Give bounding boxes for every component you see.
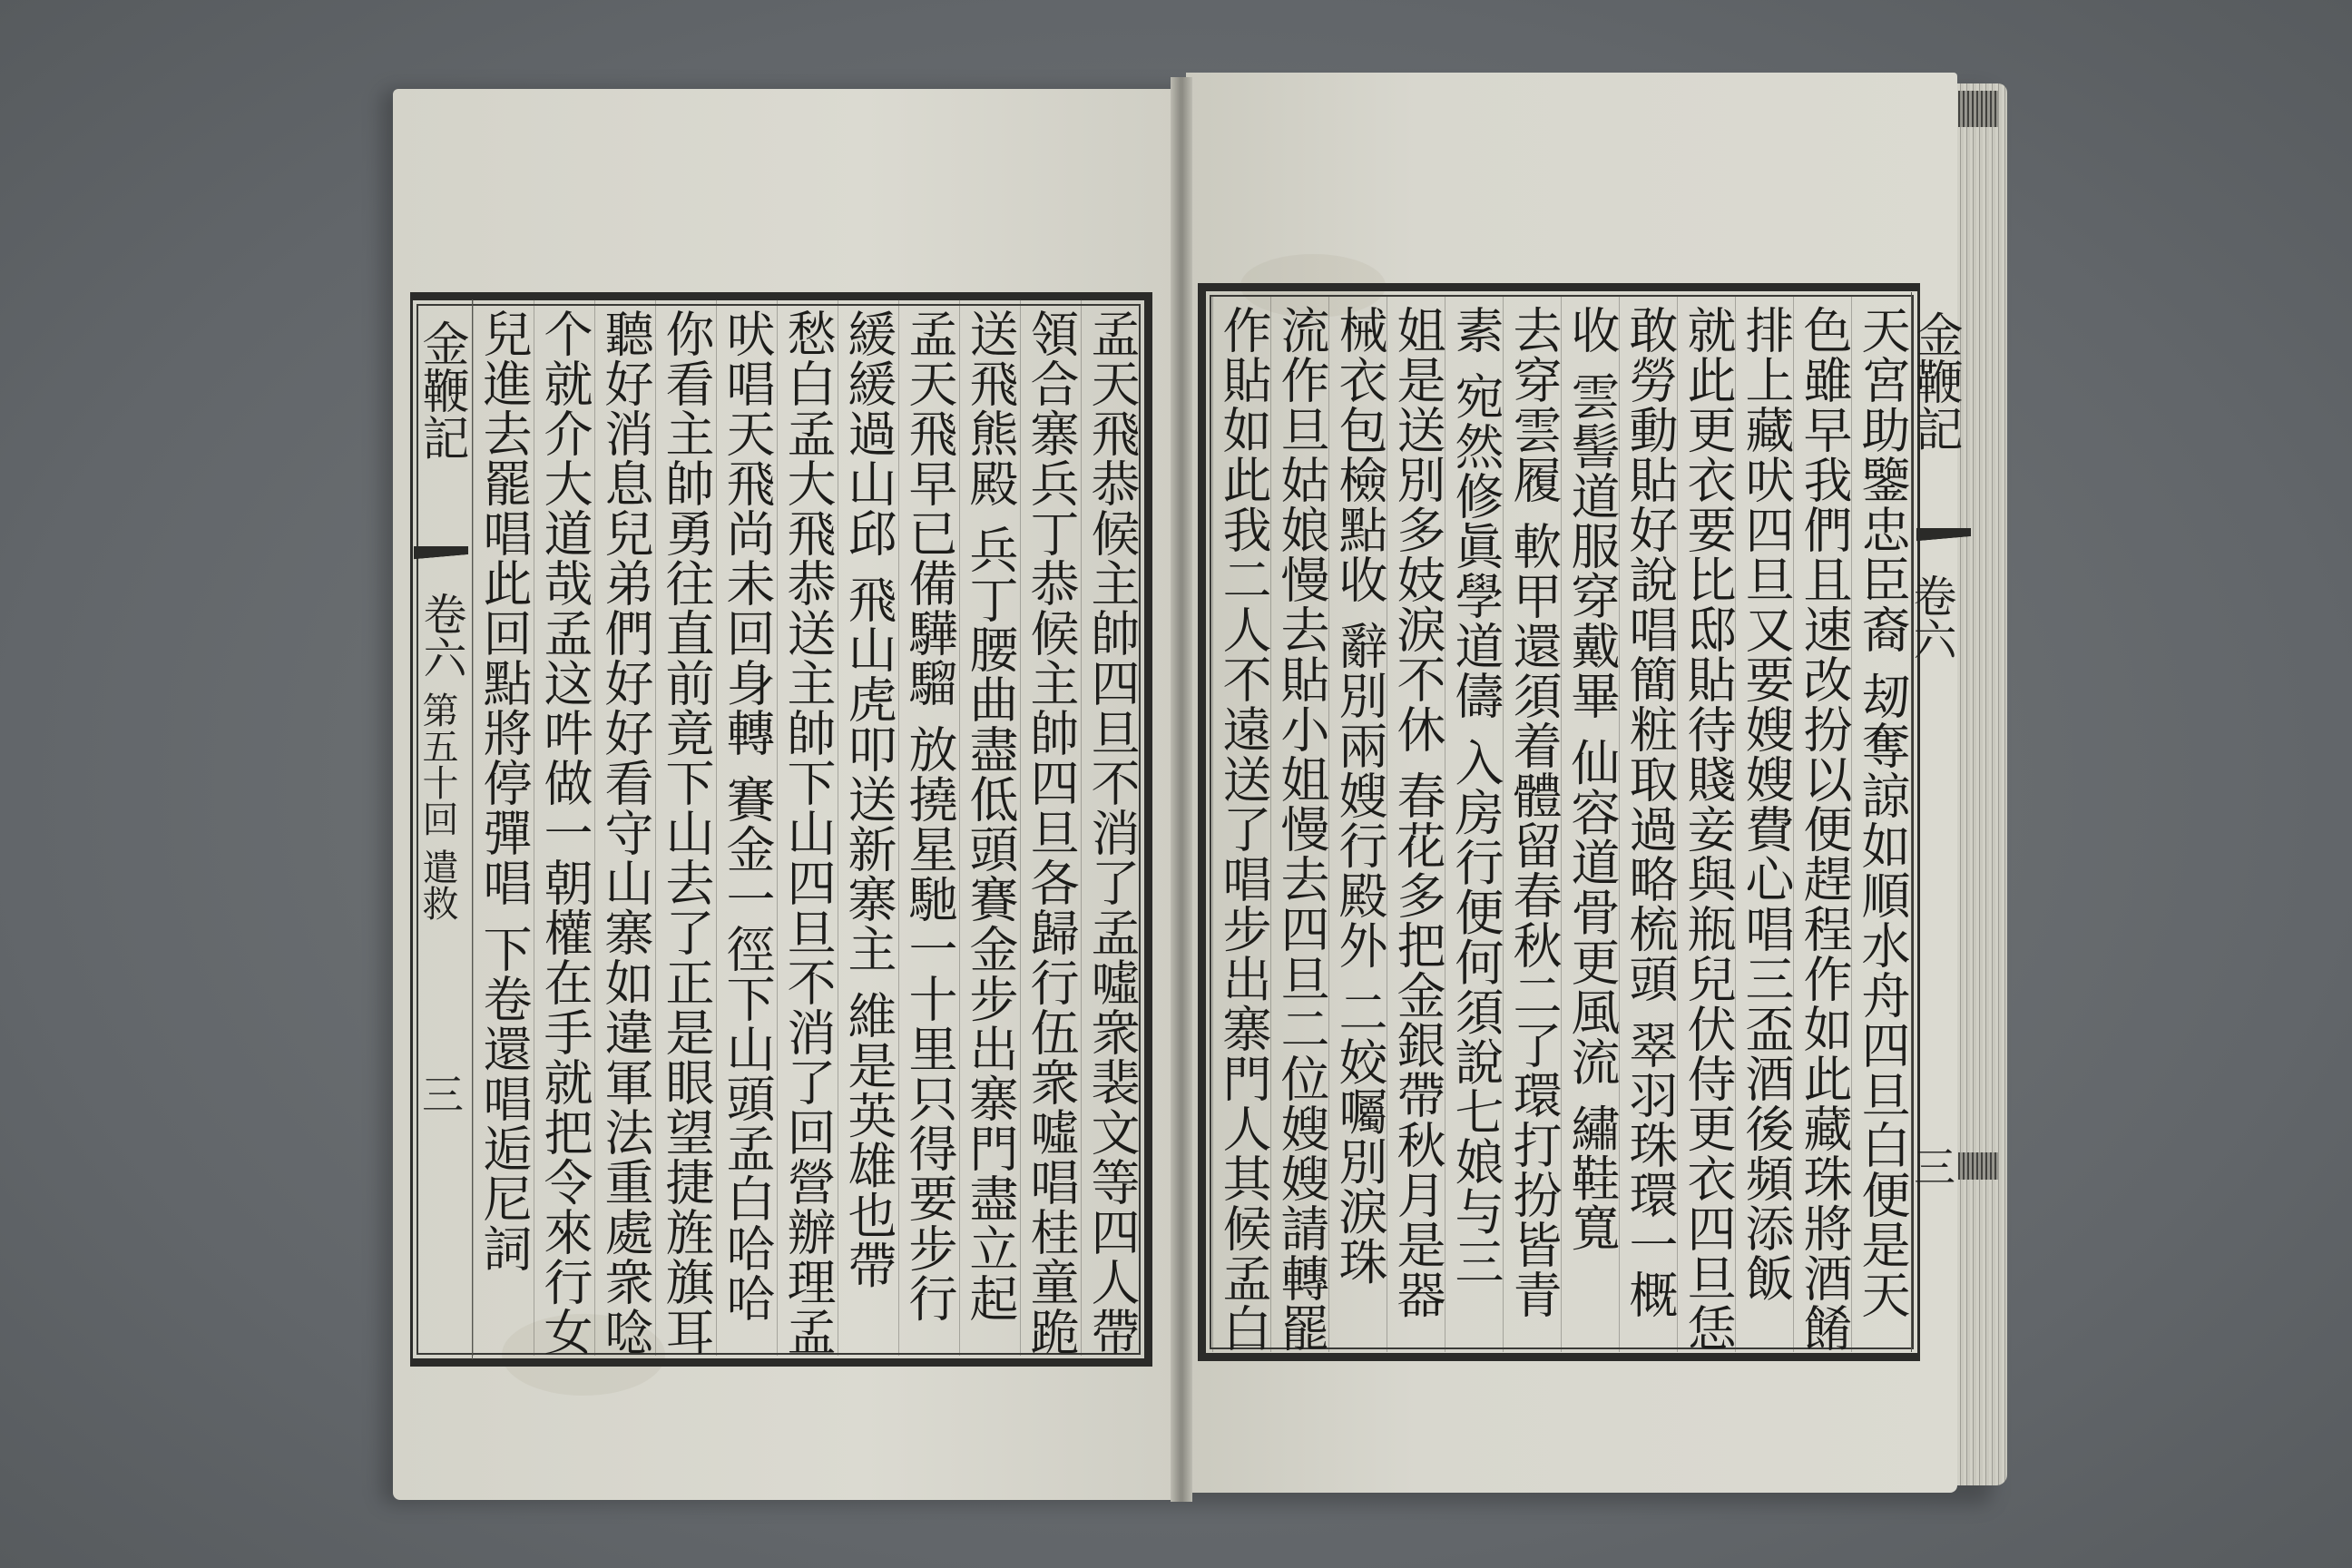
volume-label: 卷六 <box>1906 573 1956 661</box>
column-rule <box>1020 299 1021 1356</box>
text-column: 械衣包檢點收 辭別兩嫂行殿外 二姣囑別淚珠 <box>1331 305 1388 1287</box>
text-column: 天宮助鑒忠臣裔 刼奪諒如順水舟四旦白便是天 <box>1854 305 1911 1320</box>
column-rule <box>777 299 778 1356</box>
text-column: 个就介大道哉孟这吽做一朝權在手就把令來行女 <box>536 309 593 1357</box>
fishtail-mark <box>1916 528 1971 552</box>
left-banxin <box>414 292 468 1367</box>
text-column: 領合寨兵丁恭候主帥四旦各歸行伍衆噓唱桂童跪 <box>1023 309 1080 1357</box>
edge-ink-mark <box>1958 1152 1998 1180</box>
right-banxin <box>1906 283 1962 1357</box>
text-column: 排上藏吠四旦又要嫂嫂費心唱三盃酒後頻添飯 <box>1738 305 1795 1303</box>
text-column: 敢勞動貼好說唱簡粧取過略梳頭 翠羽珠環一概 <box>1622 305 1679 1320</box>
page-number: 三 <box>1907 1145 1956 1187</box>
column-rule <box>1212 296 1213 1352</box>
book-gutter <box>1171 77 1192 1502</box>
fishtail-mark <box>414 546 468 570</box>
column-rule <box>898 299 899 1356</box>
column-rule <box>1081 299 1082 1356</box>
volume-label: 卷六 <box>416 592 466 679</box>
text-column: 聽好消息兒弟們好好看守山寨如違軍法重處衆唸 <box>597 309 654 1357</box>
column-rule <box>716 299 717 1356</box>
book-title: 金鞭記 <box>414 319 468 461</box>
text-column: 緩緩過山邱 飛山虎叩送新寨主 維是英雄也帶 <box>840 309 897 1290</box>
column-rule <box>594 299 595 1356</box>
column-rule <box>959 299 960 1356</box>
text-column: 孟天飛早已備驊騮 放撓星馳一十里只得要步行 <box>901 309 958 1324</box>
text-column: 就此更衣要比邸貼待賤妾與瓶兒伏侍更衣四旦恁 <box>1680 305 1737 1353</box>
text-column: 素 宛然修眞學道儔 入房行便何須說七娘与三 <box>1447 305 1504 1287</box>
column-rule <box>655 299 656 1356</box>
text-column: 去穿雲履 軟甲還須着體留春秋二了環打扮皆青 <box>1505 305 1563 1320</box>
text-column: 吠唱天飛尚未回身轉 賽金一徑下山頭孟白哈哈 <box>719 309 776 1324</box>
text-column: 你看主帥勇往直前竟下山去了正是眼望捷旌旗耳 <box>658 309 715 1357</box>
text-column: 色雖早我們且速改扮以便趕程作如此藏珠將酒餚 <box>1796 305 1853 1353</box>
page-edges <box>1951 83 2007 1485</box>
column-rule <box>473 299 474 1356</box>
text-column: 流作旦姑娘慢去貼小姐慢去四旦二位嫂嫂請轉罷 <box>1273 305 1330 1353</box>
text-column: 孟天飛恭候主帥四旦不消了孟噓衆裴文等四人帶 <box>1083 309 1141 1357</box>
text-column: 送飛熊殿 兵丁腰曲盡低頭賽金步出寨門盡立起 <box>962 309 1019 1324</box>
text-column: 收 雲髻道服穿戴畢 仙容道骨更風流 繡鞋寬 <box>1563 305 1621 1253</box>
text-column: 姐是送別多妓淚不休 春花多把金銀帶秋月是器 <box>1389 305 1446 1320</box>
edge-ink-mark <box>1958 91 1998 127</box>
text-column: 兒進去罷唱此回點將停彈唱 下卷還唱逅尼詞 <box>475 309 533 1274</box>
book-title: 金鞭記 <box>1907 310 1962 452</box>
text-column: 作貼如此我二人不遠送了唱步出寨門人其候孟白 <box>1215 305 1272 1353</box>
page-number: 三 <box>416 1073 465 1114</box>
chapter-label: 第五十回 遣救 <box>416 691 458 921</box>
text-column: 愁白孟大飛恭送主帥下山四旦不消了回營辦理孟 <box>779 309 837 1357</box>
